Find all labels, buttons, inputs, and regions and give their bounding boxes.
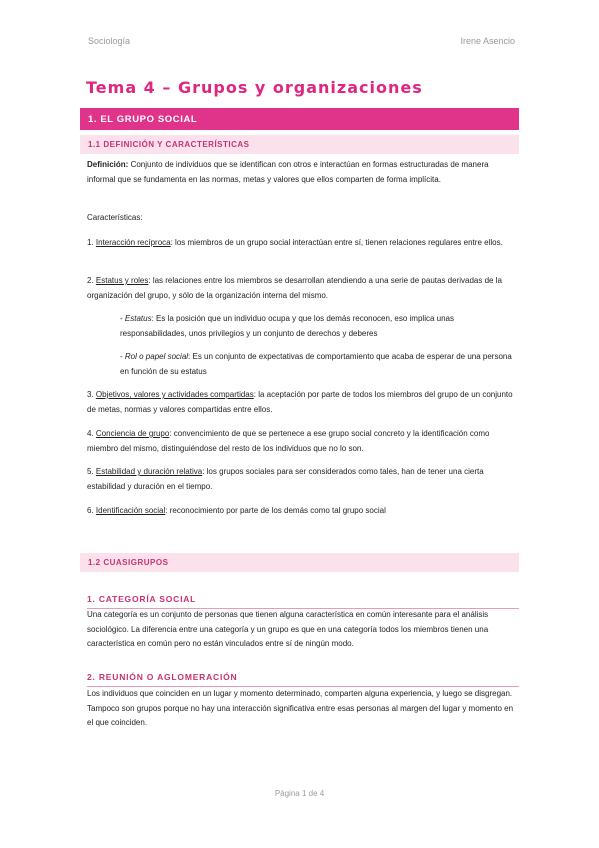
section-heading-grupo-social: 1. EL GRUPO SOCIAL bbox=[80, 108, 519, 130]
definition-paragraph bbox=[87, 158, 515, 187]
heading-reunion: 2. REUNIÓN O AGLOMERACIÓN bbox=[87, 672, 519, 687]
list-item-term: Estabilidad y duración relativa bbox=[95, 467, 203, 476]
list-item-number: 2. bbox=[87, 276, 96, 285]
header-author: Irene Asencio bbox=[460, 36, 515, 46]
list-item-text: : reconocimiento por parte de los demás como tal grupo social bbox=[165, 506, 386, 515]
list-item-term: Identificación social bbox=[95, 506, 166, 515]
caracteristicas-label: Características: bbox=[87, 213, 143, 222]
list-item bbox=[87, 274, 515, 303]
list-item-term: Estatus y roles bbox=[95, 276, 149, 285]
list-item-text: : los miembros de un grupo social interactúan entre sí, tienen relaciones regulares entre ellos. bbox=[170, 238, 503, 247]
list-item bbox=[87, 427, 515, 456]
list-item-term: Interacción recíproca bbox=[95, 238, 171, 247]
list-item-number: 5. bbox=[87, 467, 96, 476]
dash: - bbox=[120, 352, 125, 361]
list-item-term: Objetivos, valores y actividades compartidas bbox=[95, 390, 254, 399]
header-subject: Sociología bbox=[88, 36, 131, 46]
list-item bbox=[87, 465, 515, 494]
sub-list-item-term: Rol o papel social bbox=[124, 352, 189, 361]
subsection-heading-cuasigrupos: 1.2 CUASIGRUPOS bbox=[80, 553, 519, 572]
sub-list-item-estatus bbox=[120, 312, 515, 341]
list-item bbox=[87, 388, 515, 417]
list-item bbox=[87, 236, 515, 251]
sub-list-item-rol bbox=[120, 350, 515, 379]
page-number: Página 1 de 4 bbox=[274, 789, 325, 798]
sub-list-item-text: : Es la posición que un individuo ocupa y que los demás reconocen, eso implica unas responsabilidades, unos privilegios y un conjunto de derechos y deberes bbox=[120, 314, 454, 338]
definition-label: Definición: bbox=[87, 160, 129, 169]
list-item-text: : convencimiento de que se pertenece a ese grupo social concreto y la identificación como miembro del mismo, distinguiéndose del resto de los individuos que no lo son. bbox=[87, 429, 490, 453]
list-item-term: Conciencia de grupo bbox=[95, 429, 170, 438]
list-item-number: 1. bbox=[87, 238, 96, 247]
dash: - bbox=[120, 314, 125, 323]
sub-list-item-text: : Es un conjunto de expectativas de comportamiento que acaba de esperar de una persona en función de su estatus bbox=[120, 352, 512, 376]
list-item-number: 6. bbox=[87, 506, 96, 515]
reunion-paragraph: Los individuos que coinciden en un lugar y momento determinado, comparten alguna experiencia, y luego se disgregan. Tampoco son grupos porque no hay una interacción significativa entre esas personas al margen del lugar y momento en el que coinciden. bbox=[87, 689, 514, 727]
sub-list-item-term: Estatus bbox=[124, 314, 152, 323]
list-item bbox=[87, 504, 515, 519]
subsection-heading-definicion: 1.1 DEFINICIÓN Y CARACTERÍSTICAS bbox=[80, 135, 519, 154]
list-item-number: 3. bbox=[87, 390, 96, 399]
list-item-text: : la aceptación por parte de todos los miembros del grupo de un conjunto de metas, normas y valores compartidas entre ellos. bbox=[87, 390, 513, 414]
page-header bbox=[88, 36, 515, 46]
document-title: Tema 4 – Grupos y organizaciones bbox=[86, 78, 423, 97]
categoria-paragraph: Una categoría es un conjunto de personas que tienen alguna característica en común interesante para el análisis sociológico. La diferencia entre una categoría y un grupo es que en una categoría todos los miembros tienen una característica en común pero no están vinculados entre sí de ningún modo. bbox=[87, 610, 489, 648]
list-item-number: 4. bbox=[87, 429, 96, 438]
list-item-text: : las relaciones entre los miembros se desarrollan atendiendo a una serie de pautas derivadas de la organización del grupo, y sólo de la organización interna del mismo. bbox=[87, 276, 502, 300]
definition-text: Conjunto de individuos que se identifican con otros e interactúan en formas estructuradas de manera informal que se fundamenta en las normas, metas y valores que ellos comparten de forma implícita. bbox=[87, 160, 489, 184]
list-item-text: : los grupos sociales para ser considerados como tales, han de tener una cierta estabilidad y duración en el tiempo. bbox=[87, 467, 484, 491]
heading-categoria-social: 1. CATEGORÍA SOCIAL bbox=[87, 594, 519, 609]
